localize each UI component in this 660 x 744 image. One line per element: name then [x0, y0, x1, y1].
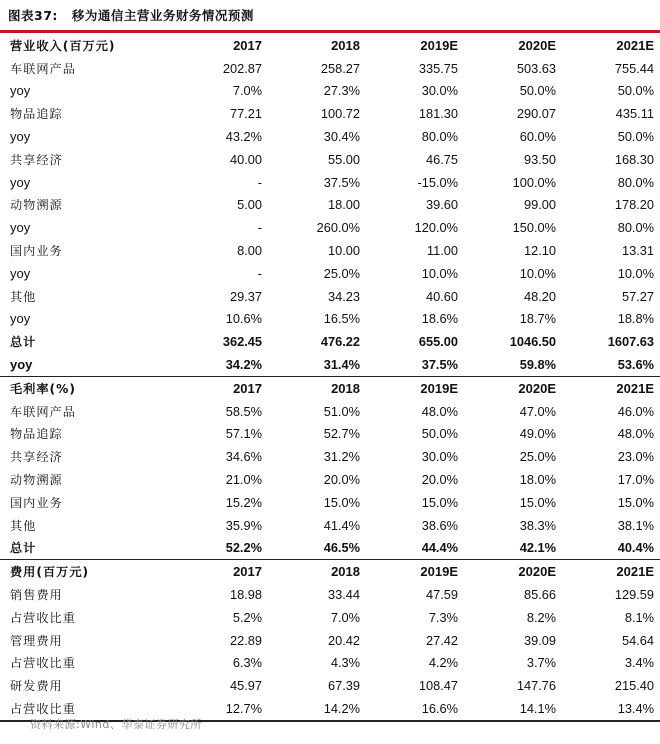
table-row	[0, 262, 660, 285]
row-label: 共享经济	[10, 152, 63, 167]
value-cell: 12.10	[523, 243, 556, 259]
row-label: yoy	[10, 220, 31, 236]
value-cell: 8.1%	[624, 609, 654, 625]
row-label: 占营收比重	[0, 697, 170, 721]
value-cell: 1607.63	[607, 334, 654, 350]
value-cell: 34.2%	[225, 357, 262, 373]
value-cell: 260.0%	[316, 220, 360, 236]
row-label: 管理费用	[10, 633, 63, 648]
year-header-cell: 2020E	[464, 376, 562, 399]
year-header-cell: 2019E	[366, 560, 464, 583]
value-cell: 48.0%	[421, 403, 458, 419]
row-label: 国内业务	[10, 244, 63, 259]
value-cell: 57.27	[621, 288, 654, 304]
value-cell: 215.40	[614, 678, 654, 694]
value-cell: 38.1%	[617, 517, 654, 533]
value-cell: 15.0%	[617, 494, 654, 510]
year-header-cell: 2018	[331, 37, 360, 53]
section-header-row	[0, 560, 660, 583]
value-cell: 30.0%	[421, 449, 458, 465]
row-label: yoy	[10, 265, 31, 281]
value-cell: 8.00	[237, 243, 262, 259]
value-cell: 40.4%	[617, 540, 654, 556]
value-cell: 25.0%	[323, 265, 360, 281]
value-cell: 54.64	[621, 632, 654, 648]
value-cell: 14.2%	[268, 697, 366, 721]
value-cell: 50.0%	[617, 129, 654, 145]
year-header-cell: 2020E	[518, 37, 556, 53]
value-cell: 47.59	[425, 587, 458, 603]
section-header-label: 费用(百万元)	[0, 560, 170, 583]
year-header-cell: 2021E	[562, 560, 660, 583]
value-cell: 29.37	[229, 288, 262, 304]
value-cell: 38.6%	[421, 517, 458, 533]
table-row	[0, 148, 660, 171]
value-cell: 38.3%	[519, 517, 556, 533]
value-cell: 80.0%	[617, 220, 654, 236]
year-header-cell: 2019E	[420, 37, 458, 53]
value-cell: 6.3%	[232, 655, 262, 671]
section-header-label: 毛利率(%)	[0, 376, 170, 399]
table-row	[0, 353, 660, 376]
figure-title	[8, 6, 254, 24]
value-cell: 15.0%	[519, 494, 556, 510]
year-header-cell: 2021E	[562, 376, 660, 399]
figure-caption: 移为通信主营业务财务情况预测	[71, 8, 254, 23]
table-row	[0, 80, 660, 103]
value-cell: 67.39	[327, 678, 360, 694]
row-label: yoy	[10, 174, 31, 190]
value-cell: 51.0%	[323, 403, 360, 419]
value-cell: 33.44	[327, 587, 360, 603]
row-label: 占营收比重	[10, 610, 76, 625]
value-cell: 258.27	[320, 60, 360, 76]
year-header-cell: 2017	[170, 560, 268, 583]
value-cell: 362.45	[222, 334, 262, 350]
value-cell: 45.97	[229, 678, 262, 694]
value-cell: 10.6%	[225, 311, 262, 327]
value-cell: 93.50	[523, 151, 556, 167]
value-cell: 31.4%	[323, 357, 360, 373]
value-cell: 16.6%	[366, 697, 464, 721]
row-label: 物品追踪	[10, 427, 63, 442]
year-header-cell: 2018	[268, 376, 366, 399]
value-cell: 18.98	[229, 587, 262, 603]
value-cell: 48.20	[523, 288, 556, 304]
value-cell: 503.63	[516, 60, 556, 76]
row-label: 国内业务	[10, 495, 63, 510]
value-cell: 1046.50	[509, 334, 556, 350]
value-cell: 10.00	[327, 243, 360, 259]
value-cell: 50.0%	[617, 83, 654, 99]
value-cell: 99.00	[523, 197, 556, 213]
value-cell: 476.22	[320, 334, 360, 350]
value-cell: 147.76	[516, 678, 556, 694]
value-cell: 48.0%	[617, 426, 654, 442]
row-label: 占营收比重	[10, 656, 76, 671]
value-cell: 15.0%	[421, 494, 458, 510]
row-label: 总计	[10, 541, 37, 556]
value-cell: 41.4%	[323, 517, 360, 533]
value-cell: 52.2%	[225, 540, 262, 556]
value-cell: 50.0%	[519, 83, 556, 99]
value-cell: 44.4%	[421, 540, 458, 556]
value-cell: 10.0%	[519, 265, 556, 281]
value-cell: 12.7%	[170, 697, 268, 721]
value-cell: 15.0%	[323, 494, 360, 510]
value-cell: 53.6%	[617, 357, 654, 373]
value-cell: 655.00	[418, 334, 458, 350]
row-label: yoy	[10, 357, 33, 373]
value-cell: 34.6%	[225, 449, 262, 465]
value-cell: 5.2%	[232, 609, 262, 625]
value-cell: 17.0%	[617, 472, 654, 488]
value-cell: 13.31	[621, 243, 654, 259]
table-row	[0, 423, 660, 446]
table-body	[0, 34, 660, 721]
value-cell: 42.1%	[519, 540, 556, 556]
value-cell: 30.4%	[323, 129, 360, 145]
year-header-cell: 2021E	[616, 37, 654, 53]
value-cell: 16.5%	[323, 311, 360, 327]
table-row	[0, 57, 660, 80]
value-cell: 5.00	[237, 197, 262, 213]
value-cell: 150.0%	[512, 220, 556, 236]
value-cell: 40.00	[229, 151, 262, 167]
row-label: 物品追踪	[10, 107, 63, 122]
source-note: 资料来源:Wind、华泰证券研究所	[30, 718, 202, 731]
value-cell: 100.0%	[512, 174, 556, 190]
value-cell: 30.0%	[421, 83, 458, 99]
value-cell: 7.0%	[330, 609, 360, 625]
value-cell: 202.87	[222, 60, 262, 76]
table-row	[0, 400, 660, 423]
value-cell: 4.2%	[428, 655, 458, 671]
value-cell: 100.72	[320, 106, 360, 122]
value-cell: 15.2%	[225, 494, 262, 510]
value-cell: 435.11	[615, 106, 654, 122]
section-header-label: 营业收入(百万元)	[10, 38, 116, 53]
value-cell: 39.60	[425, 197, 458, 213]
value-cell: -	[257, 220, 262, 236]
value-cell: 25.0%	[519, 449, 556, 465]
value-cell: 46.0%	[617, 403, 654, 419]
value-cell: 129.59	[614, 587, 654, 603]
value-cell: 335.75	[418, 60, 458, 76]
table-row	[0, 330, 660, 353]
table-row	[0, 537, 660, 560]
value-cell: 39.09	[523, 632, 556, 648]
value-cell: 80.0%	[421, 129, 458, 145]
value-cell: 21.0%	[225, 472, 262, 488]
value-cell: 18.6%	[421, 311, 458, 327]
row-label: 研发费用	[10, 679, 63, 694]
row-label: 总计	[10, 335, 37, 350]
table-row	[0, 171, 660, 194]
value-cell: 8.2%	[526, 609, 556, 625]
year-header-cell: 2017	[170, 376, 268, 399]
value-cell: 55.00	[327, 151, 360, 167]
value-cell: 10.0%	[421, 265, 458, 281]
value-cell: -15.0%	[417, 174, 458, 190]
figure-label: 图表37:	[8, 8, 58, 23]
value-cell: 22.89	[229, 632, 262, 648]
year-header-cell: 2019E	[366, 376, 464, 399]
value-cell: 755.44	[614, 60, 654, 76]
value-cell: 43.2%	[225, 129, 262, 145]
value-cell: 3.7%	[526, 655, 556, 671]
value-cell: 34.23	[327, 288, 360, 304]
row-label: 车联网产品	[10, 404, 76, 419]
value-cell: 40.60	[425, 288, 458, 304]
row-label: yoy	[10, 311, 31, 327]
table-row	[0, 102, 660, 125]
year-header-cell: 2020E	[464, 560, 562, 583]
table-row	[0, 285, 660, 308]
table-row	[0, 125, 660, 148]
value-cell: 59.8%	[519, 357, 556, 373]
section-header-row	[0, 34, 660, 57]
value-cell: 120.0%	[414, 220, 458, 236]
table-row	[0, 216, 660, 239]
value-cell: 20.0%	[421, 472, 458, 488]
table-row	[0, 239, 660, 262]
value-cell: 18.00	[327, 197, 360, 213]
value-cell: 178.20	[614, 197, 654, 213]
value-cell: 11.00	[426, 243, 458, 259]
value-cell: 85.66	[523, 587, 556, 603]
value-cell: -	[257, 265, 262, 281]
table-row	[0, 606, 660, 629]
row-label: 车联网产品	[10, 61, 76, 76]
value-cell: 108.47	[418, 678, 458, 694]
year-header-cell: 2017	[233, 37, 262, 53]
row-label: 其他	[10, 289, 37, 304]
value-cell: 4.3%	[330, 655, 360, 671]
table-row	[0, 491, 660, 514]
value-cell: 46.5%	[323, 540, 360, 556]
value-cell: 80.0%	[617, 174, 654, 190]
value-cell: 49.0%	[519, 426, 556, 442]
value-cell: 47.0%	[519, 403, 556, 419]
value-cell: 290.07	[516, 106, 556, 122]
value-cell: 20.42	[327, 632, 360, 648]
row-label: 销售费用	[10, 588, 63, 603]
table-row	[0, 308, 660, 331]
value-cell: 18.8%	[617, 311, 654, 327]
value-cell: 57.1%	[225, 426, 262, 442]
table-row	[0, 514, 660, 537]
value-cell: 168.30	[614, 151, 654, 167]
value-cell: 7.0%	[232, 83, 262, 99]
value-cell: 23.0%	[617, 449, 654, 465]
row-label: 其他	[10, 518, 37, 533]
financial-forecast-table	[0, 34, 660, 722]
value-cell: 27.3%	[323, 83, 360, 99]
value-cell: 14.1%	[464, 697, 562, 721]
value-cell: 7.3%	[428, 609, 458, 625]
row-label: 共享经济	[10, 450, 63, 465]
value-cell: 52.7%	[323, 426, 360, 442]
value-cell: 10.0%	[617, 265, 654, 281]
top-rule	[0, 30, 660, 33]
table-row	[0, 468, 660, 491]
table-row	[0, 583, 660, 606]
value-cell: 3.4%	[624, 655, 654, 671]
table-row	[0, 652, 660, 675]
value-cell: 27.42	[425, 632, 458, 648]
value-cell: 50.0%	[421, 426, 458, 442]
year-header-cell: 2018	[268, 560, 366, 583]
row-label: 动物溯源	[10, 473, 63, 488]
section-header-row	[0, 376, 660, 399]
row-label: 动物溯源	[10, 198, 63, 213]
row-label: yoy	[10, 129, 31, 145]
value-cell: 37.5%	[421, 357, 458, 373]
value-cell: 35.9%	[225, 517, 262, 533]
value-cell: 13.4%	[562, 697, 660, 721]
value-cell: -	[257, 174, 262, 190]
value-cell: 60.0%	[519, 129, 556, 145]
row-label: yoy	[10, 83, 31, 99]
table-row	[0, 674, 660, 697]
table-row	[0, 194, 660, 217]
value-cell: 18.7%	[519, 311, 556, 327]
value-cell: 37.5%	[323, 174, 360, 190]
value-cell: 18.0%	[519, 472, 556, 488]
value-cell: 77.21	[229, 106, 262, 122]
value-cell: 31.2%	[323, 449, 360, 465]
table-row	[0, 445, 660, 468]
value-cell: 20.0%	[323, 472, 360, 488]
table-row	[0, 629, 660, 652]
value-cell: 46.75	[425, 151, 458, 167]
value-cell: 58.5%	[225, 403, 262, 419]
value-cell: 181.30	[418, 106, 458, 122]
